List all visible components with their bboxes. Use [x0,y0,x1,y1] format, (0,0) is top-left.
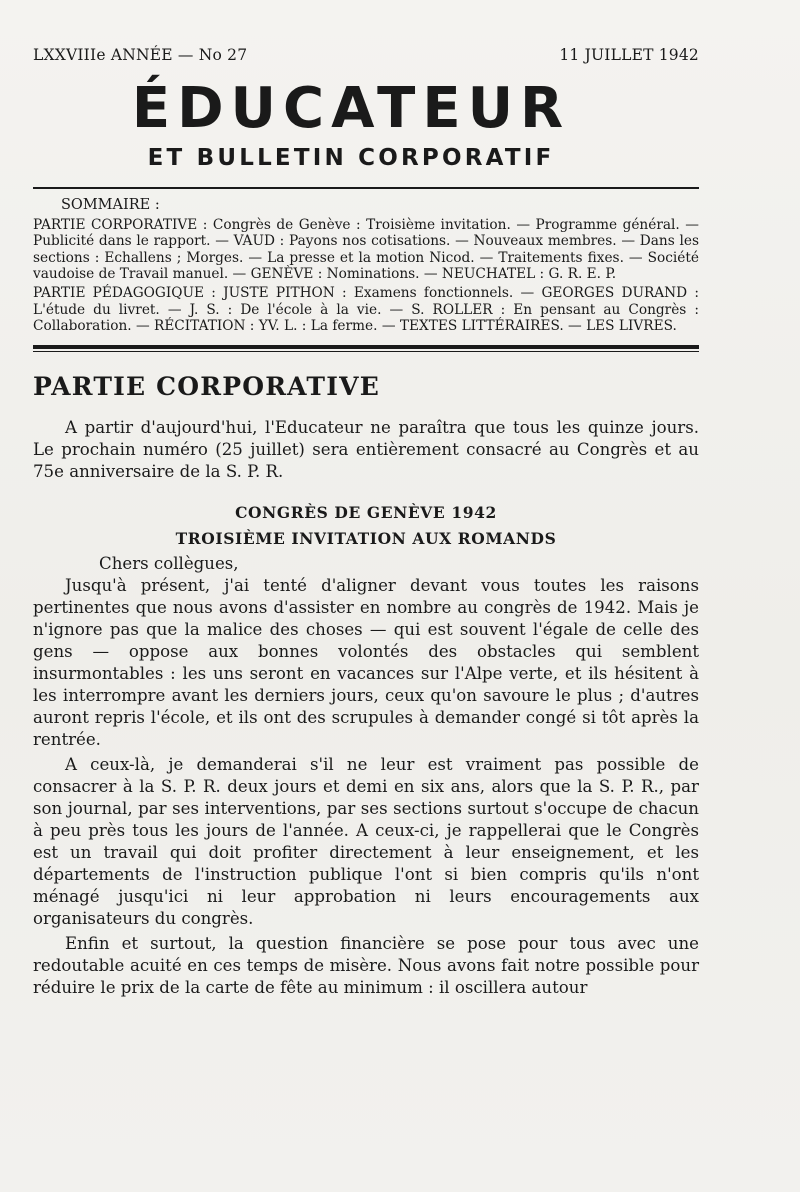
masthead-subtitle: ET BULLETIN CORPORATIF [147,145,555,171]
article-paragraph: A ceux-là, je demanderai s'il ne leur est vraiment pas possible de consacrer à la S. P. R. deux jours et demi en six ans, alors que la S. P. R., par son journal, par ses interventions, par ses sections surtout s'occupe de chacun à peu près tous les jours de l'année. A ceux-ci, je rappellerai que le Congrès est un travail qui doit profiter directement à leur enseignement, et les départements de l'instruction publique l'ont si bien compris qu'ils n'ont ménagé jusqu'ici ni leur approbation ni leurs encouragements aux organisateurs du congrès. [33,754,699,928]
article-heading [33,500,699,552]
sommaire-heading: SOMMAIRE : [61,197,160,213]
article-paragraph: Enfin et surtout, la question financière se pose pour tous avec une redoutable acuité en ces temps de misère. Nous avons fait notre possible pour réduire le prix de la carte de fête au minimum : il oscillera autour [33,933,699,997]
sommaire-pedagogique: PARTIE PÉDAGOGIQUE : JUSTE PITHON : Examens fonctionnels. — GEORGES DURAND : L'étude du livret. — J. S. : De l'école à la vie. — S. ROLLER : En pensant au Congrès : Collaboration. — RÉCITATION : YV. L. : La ferme. — TEXTES LITTÉRAIRES. — LES LIVRES. [33,284,699,335]
masthead [33,78,699,171]
sommaire-corporative: PARTIE CORPORATIVE : Congrès de Genève : Troisième invitation. — Programme général. — Publicité dans le rapport. — VAUD : Payons nos cotisations. — Nouveaux membres. — Dans les sections : Echallens ; Morges. — La presse et la motion Nicod. — Traitements fixes. — Société vaudoise de Travail manuel. — GENÈVE : Nominations. — NEUCHATEL : G. R. E. P. [33,216,699,283]
top-rule [33,187,699,189]
issue-date: 11 JUILLET 1942 [559,46,699,64]
issue-number: LXXVIIIe ANNÉE — No 27 [33,46,248,64]
article-heading-congres: CONGRÈS DE GENÈVE 1942 [235,502,497,522]
issue-line [33,46,699,64]
masthead-title: ÉDUCATEUR [131,76,571,141]
section-intro: A partir d'aujourd'hui, l'Educateur ne paraîtra que tous les quinze jours. Le prochain numéro (25 juillet) sera entièrement consacré au Congrès et au 75e anniversaire de la S. P. R. [33,417,699,481]
section-intro-block [33,417,699,483]
section-title: PARTIE CORPORATIVE [33,371,380,401]
article-greeting: Chers collègues, [99,553,239,573]
article-body [33,575,699,999]
article-paragraph: Jusqu'à présent, j'ai tenté d'aligner devant vous toutes les raisons pertinentes que nous avons d'assister en nombre au congrès de 1942. Mais je n'ignore pas que la malice des choses — qui est souvent l'égale de celle des gens — oppose aux bonnes volontés des obstacles qui semblent insurmontables : les uns seront en vacances sur l'Alpe verte, et ils hésitent à les interrompre avant les derniers jours, ceux qu'on savoure le plus ; d'autres auront repris l'école, et ils ont des scrupules à demander congé si tôt après la rentrée. [33,575,699,749]
double-rule [33,345,699,352]
sommaire [33,197,699,335]
article-heading-invitation: TROISIÈME INVITATION AUX ROMANDS [175,528,557,548]
